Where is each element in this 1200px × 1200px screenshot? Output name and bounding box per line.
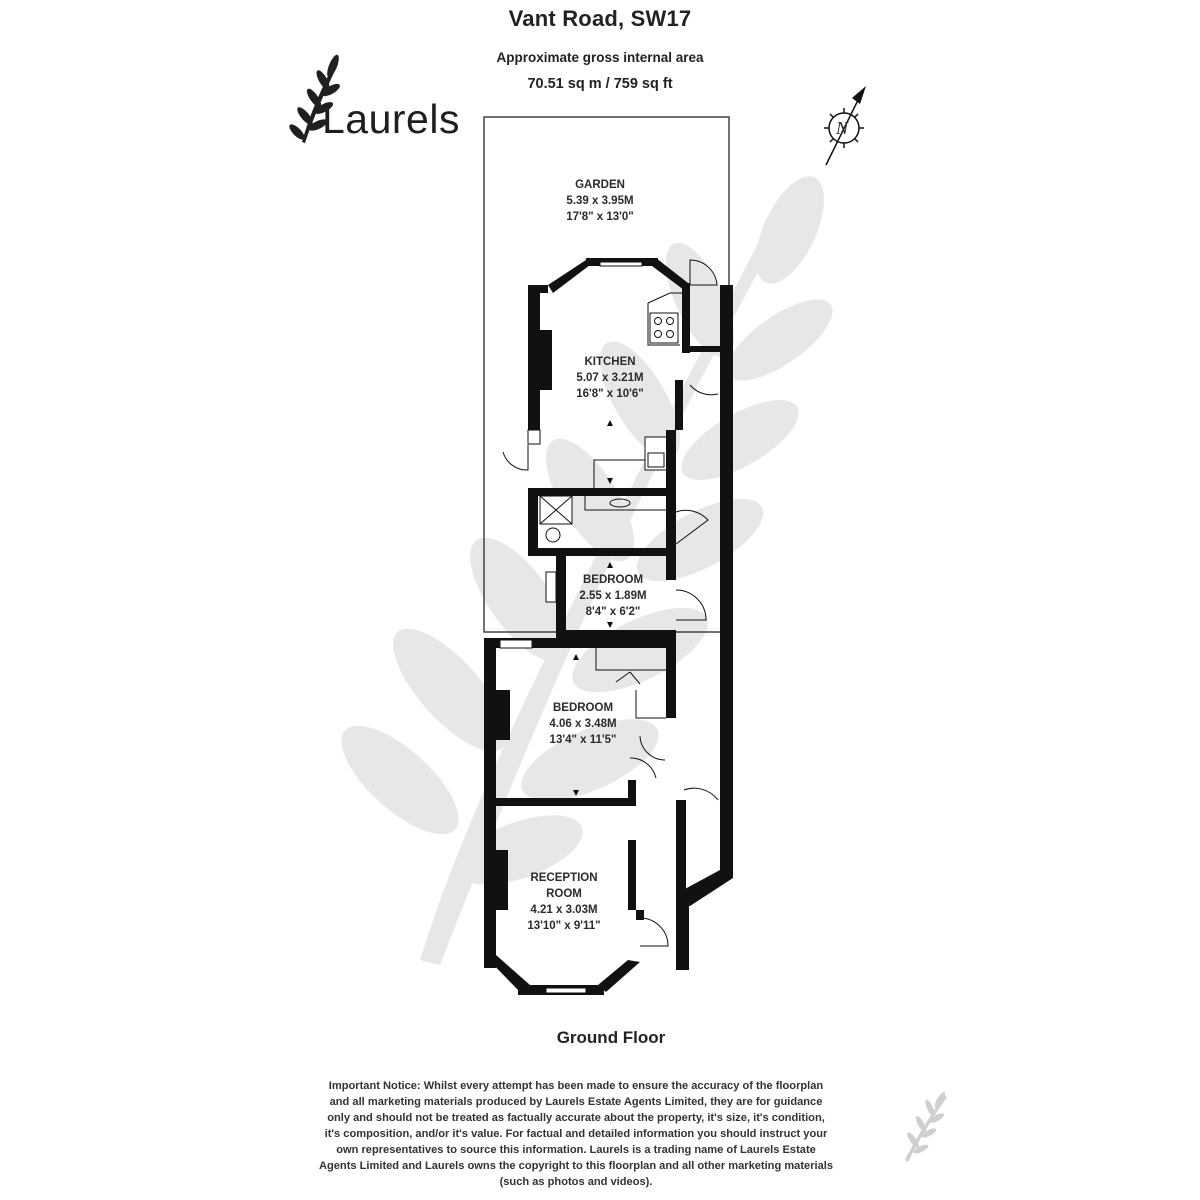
- room-label-bedroom-large: BEDROOM 4.06 x 3.48M 13'4" x 11'5": [549, 702, 617, 746]
- property-title: Vant Road, SW17: [508, 6, 692, 31]
- floor-label: Ground Floor: [556, 1028, 666, 1047]
- room-label-bedroom-small: BEDROOM 2.55 x 1.89M 8'4" x 6'2": [579, 574, 647, 618]
- brand-name: Laurels: [322, 96, 460, 142]
- important-notice: Important Notice: Whilst every attempt has been made to ensure the accuracy of the floorplan and all marketing materials produced by Laurels Estate Agents Limited, they are for guidance only and should not be treated as factually accurate about the property, it's size, it's condition, it's composition, and/or it's value. For factual and detailed information you should instruct your own representatives to source this information. Laurels is a trading name of Laurels Estate Agents Limited and Laurels owns the copyright to this floorplan and all other marketing materials (such as photos and videos).: [318, 1080, 834, 1188]
- room-label-kitchen: KITCHEN 5.07 x 3.21M 16'8" x 10'6": [576, 356, 644, 400]
- area-value: 70.51 sq m / 759 sq ft: [527, 76, 673, 92]
- room-label-reception: RECEPTION ROOM 4.21 x 3.03M 13'10" x 9'11": [527, 872, 601, 932]
- room-label-garden: GARDEN 5.39 x 3.95M 17'8" x 13'0": [566, 179, 634, 223]
- area-subtitle: Approximate gross internal area: [496, 50, 704, 65]
- compass-label: N: [836, 118, 849, 138]
